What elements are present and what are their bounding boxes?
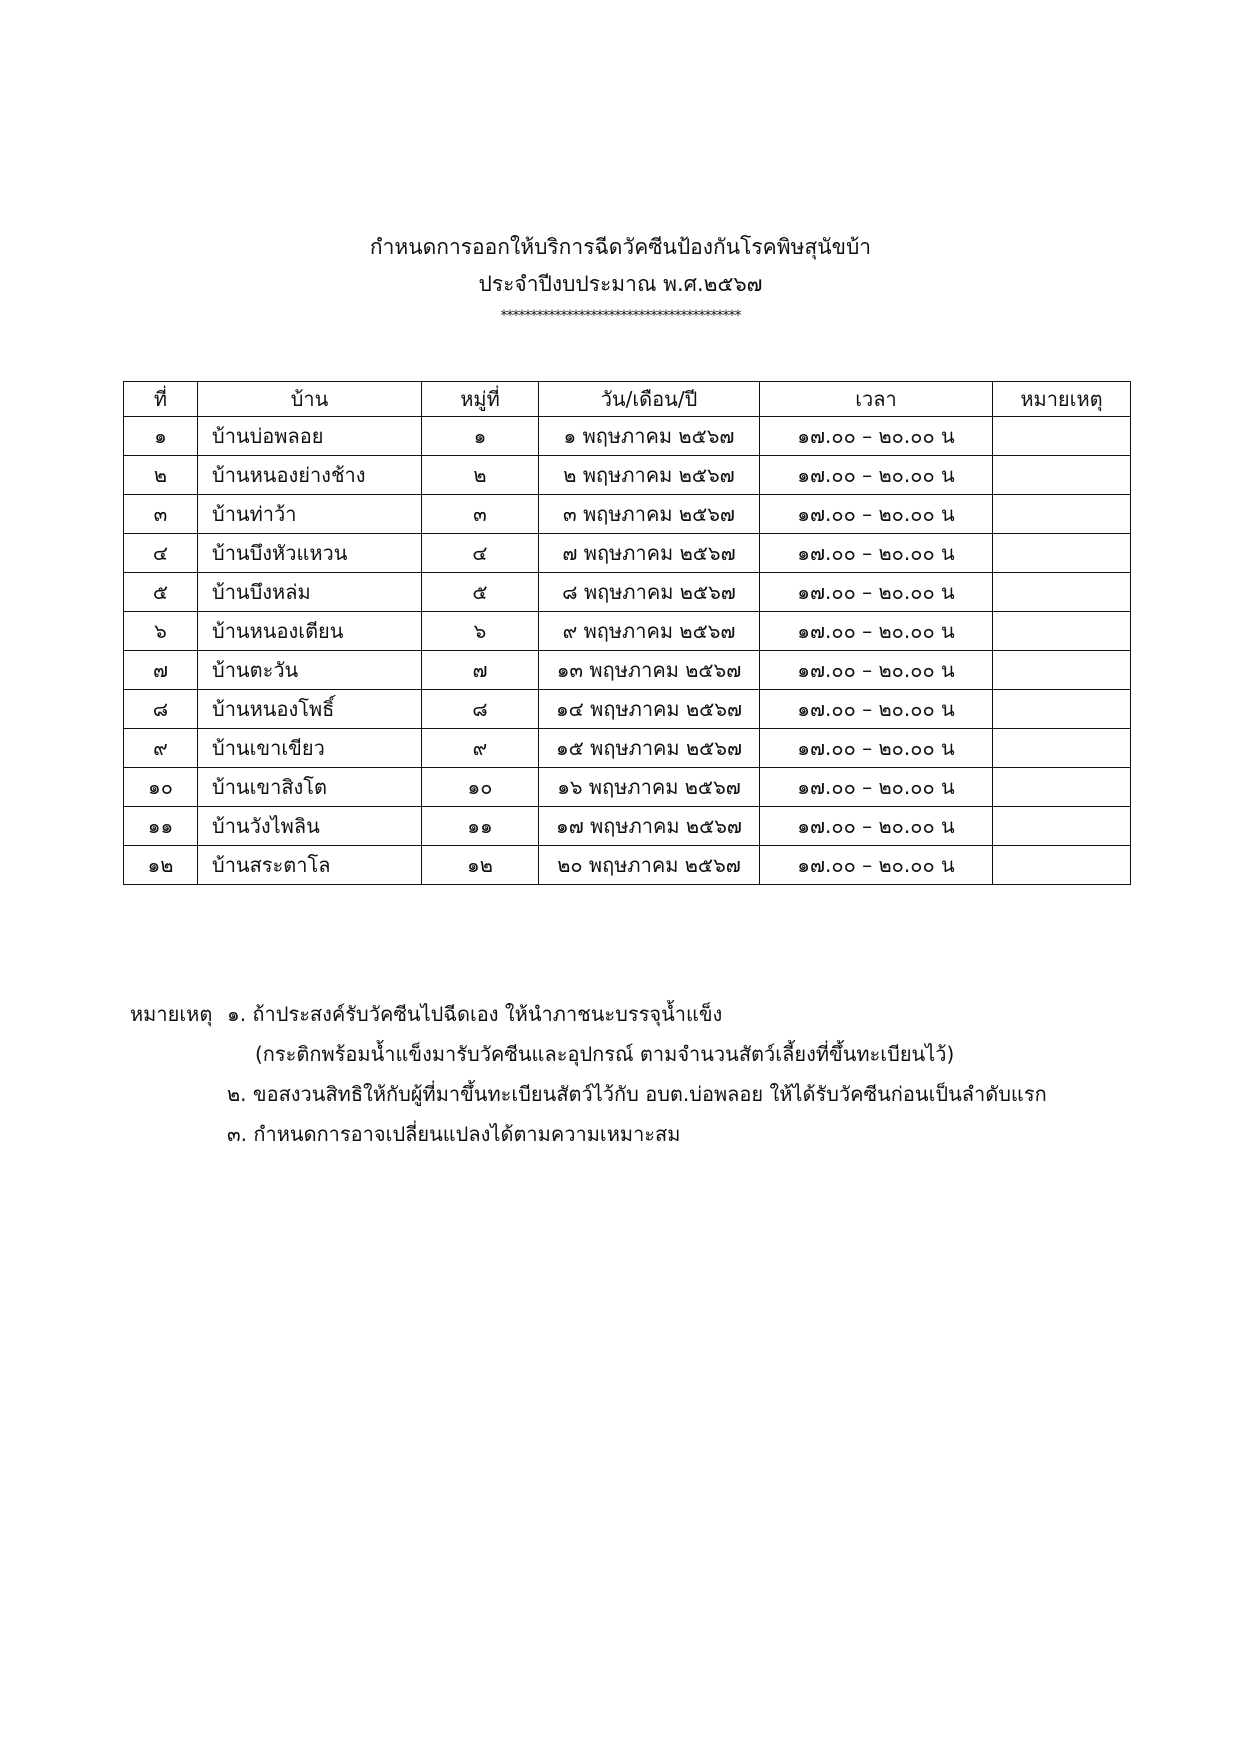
- cell-time: ๑๗.๐๐ – ๒๐.๐๐ น: [760, 456, 993, 495]
- cell-village: บ้านวังไพลิน: [198, 807, 422, 846]
- cell-time: ๑๗.๐๐ – ๒๐.๐๐ น: [760, 846, 993, 885]
- table-row: [124, 417, 1131, 456]
- header-no: ที่: [124, 382, 198, 417]
- cell-date: ๘ พฤษภาคม ๒๕๖๗: [539, 573, 760, 612]
- cell-time: ๑๗.๐๐ – ๒๐.๐๐ น: [760, 417, 993, 456]
- cell-moo: ๑๒: [422, 846, 539, 885]
- remark-item-3: ๓. กำหนดการอาจเปลี่ยนแปลงได้ตามความเหมาะสม: [227, 1122, 681, 1146]
- header-note: หมายเหตุ: [993, 382, 1131, 417]
- cell-date: ๑๖ พฤษภาคม ๒๕๖๗: [539, 768, 760, 807]
- cell-date: ๙ พฤษภาคม ๒๕๖๗: [539, 612, 760, 651]
- cell-time: ๑๗.๐๐ – ๒๐.๐๐ น: [760, 651, 993, 690]
- cell-village: บ้านสระตาโล: [198, 846, 422, 885]
- cell-note: [993, 573, 1131, 612]
- table-row: [124, 729, 1131, 768]
- table-row: [124, 690, 1131, 729]
- cell-no: ๗: [124, 651, 198, 690]
- cell-note: [993, 807, 1131, 846]
- cell-village: บ้านบึงหัวแหวน: [198, 534, 422, 573]
- cell-no: ๑๑: [124, 807, 198, 846]
- cell-date: ๑๗ พฤษภาคม ๒๕๖๗: [539, 807, 760, 846]
- table-row: [124, 495, 1131, 534]
- cell-time: ๑๗.๐๐ – ๒๐.๐๐ น: [760, 807, 993, 846]
- cell-date: ๗ พฤษภาคม ๒๕๖๗: [539, 534, 760, 573]
- cell-note: [993, 456, 1131, 495]
- cell-note: [993, 846, 1131, 885]
- title-separator: ****************************************: [500, 308, 741, 324]
- cell-moo: ๓: [422, 495, 539, 534]
- cell-moo: ๔: [422, 534, 539, 573]
- cell-time: ๑๗.๐๐ – ๒๐.๐๐ น: [760, 690, 993, 729]
- cell-village: บ้านบ่อพลอย: [198, 417, 422, 456]
- table-row: [124, 612, 1131, 651]
- cell-date: ๑๕ พฤษภาคม ๒๕๖๗: [539, 729, 760, 768]
- header-time: เวลา: [760, 382, 993, 417]
- cell-date: ๒๐ พฤษภาคม ๒๕๖๗: [539, 846, 760, 885]
- remarks-label: หมายเหตุ: [130, 1002, 213, 1026]
- table-header-row: [124, 382, 1131, 417]
- header-village: บ้าน: [198, 382, 422, 417]
- cell-village: บ้านบึงหล่ม: [198, 573, 422, 612]
- cell-time: ๑๗.๐๐ – ๒๐.๐๐ น: [760, 534, 993, 573]
- cell-no: ๖: [124, 612, 198, 651]
- vaccination-schedule-table: [123, 381, 1131, 885]
- table-row: [124, 768, 1131, 807]
- remark-item-1-continuation: (กระติกพร้อมน้ำแข็งมารับวัคซีนและอุปกรณ์ ตามจำนวนสัตว์เลี้ยงที่ขึ้นทะเบียนไว้): [255, 1042, 955, 1066]
- cell-village: บ้านหนองโพธิ์: [198, 690, 422, 729]
- cell-no: ๑๐: [124, 768, 198, 807]
- cell-village: บ้านตะวัน: [198, 651, 422, 690]
- table-row: [124, 534, 1131, 573]
- cell-note: [993, 612, 1131, 651]
- header-moo: หมู่ที่: [422, 382, 539, 417]
- cell-note: [993, 768, 1131, 807]
- document-title: กำหนดการออกให้บริการฉีดวัคซีนป้องกันโรคพิษสุนัขบ้า: [369, 235, 872, 259]
- cell-no: ๔: [124, 534, 198, 573]
- remark-item-1: ๑. ถ้าประสงค์รับวัคซีนไปฉีดเอง ให้นำภาชนะบรรจุน้ำแข็ง: [227, 1002, 723, 1026]
- cell-note: [993, 729, 1131, 768]
- cell-village: บ้านหนองเตียน: [198, 612, 422, 651]
- cell-note: [993, 651, 1131, 690]
- cell-note: [993, 417, 1131, 456]
- cell-no: ๒: [124, 456, 198, 495]
- cell-time: ๑๗.๐๐ – ๒๐.๐๐ น: [760, 729, 993, 768]
- cell-village: บ้านท่าว้า: [198, 495, 422, 534]
- cell-no: ๘: [124, 690, 198, 729]
- cell-time: ๑๗.๐๐ – ๒๐.๐๐ น: [760, 573, 993, 612]
- cell-date: ๑๓ พฤษภาคม ๒๕๖๗: [539, 651, 760, 690]
- cell-village: บ้านเขาสิงโต: [198, 768, 422, 807]
- table-row: [124, 573, 1131, 612]
- table-row: [124, 651, 1131, 690]
- table-row: [124, 807, 1131, 846]
- header-date: วัน/เดือน/ปี: [539, 382, 760, 417]
- table-row: [124, 846, 1131, 885]
- cell-date: ๑๔ พฤษภาคม ๒๕๖๗: [539, 690, 760, 729]
- cell-moo: ๖: [422, 612, 539, 651]
- cell-moo: ๑: [422, 417, 539, 456]
- cell-village: บ้านหนองย่างช้าง: [198, 456, 422, 495]
- cell-no: ๙: [124, 729, 198, 768]
- cell-moo: ๒: [422, 456, 539, 495]
- cell-note: [993, 534, 1131, 573]
- remark-item-2: ๒. ขอสงวนสิทธิให้กับผู้ที่มาขึ้นทะเบียนสัตว์ไว้กับ อบต.บ่อพลอย ให้ได้รับวัคซีนก่อนเป็นลำดับแรก: [227, 1082, 1047, 1106]
- table-row: [124, 456, 1131, 495]
- cell-note: [993, 495, 1131, 534]
- cell-moo: ๗: [422, 651, 539, 690]
- cell-time: ๑๗.๐๐ – ๒๐.๐๐ น: [760, 768, 993, 807]
- cell-time: ๑๗.๐๐ – ๒๐.๐๐ น: [760, 612, 993, 651]
- cell-moo: ๑๑: [422, 807, 539, 846]
- cell-time: ๑๗.๐๐ – ๒๐.๐๐ น: [760, 495, 993, 534]
- cell-moo: ๑๐: [422, 768, 539, 807]
- cell-note: [993, 690, 1131, 729]
- cell-village: บ้านเขาเขียว: [198, 729, 422, 768]
- document-subtitle: ประจำปีงบประมาณ พ.ศ.๒๕๖๗: [478, 272, 763, 296]
- cell-moo: ๕: [422, 573, 539, 612]
- cell-date: ๑ พฤษภาคม ๒๕๖๗: [539, 417, 760, 456]
- cell-no: ๕: [124, 573, 198, 612]
- cell-no: ๓: [124, 495, 198, 534]
- remarks-section: [130, 994, 1130, 1154]
- cell-moo: ๙: [422, 729, 539, 768]
- cell-moo: ๘: [422, 690, 539, 729]
- cell-no: ๑: [124, 417, 198, 456]
- cell-no: ๑๒: [124, 846, 198, 885]
- cell-date: ๒ พฤษภาคม ๒๕๖๗: [539, 456, 760, 495]
- cell-date: ๓ พฤษภาคม ๒๕๖๗: [539, 495, 760, 534]
